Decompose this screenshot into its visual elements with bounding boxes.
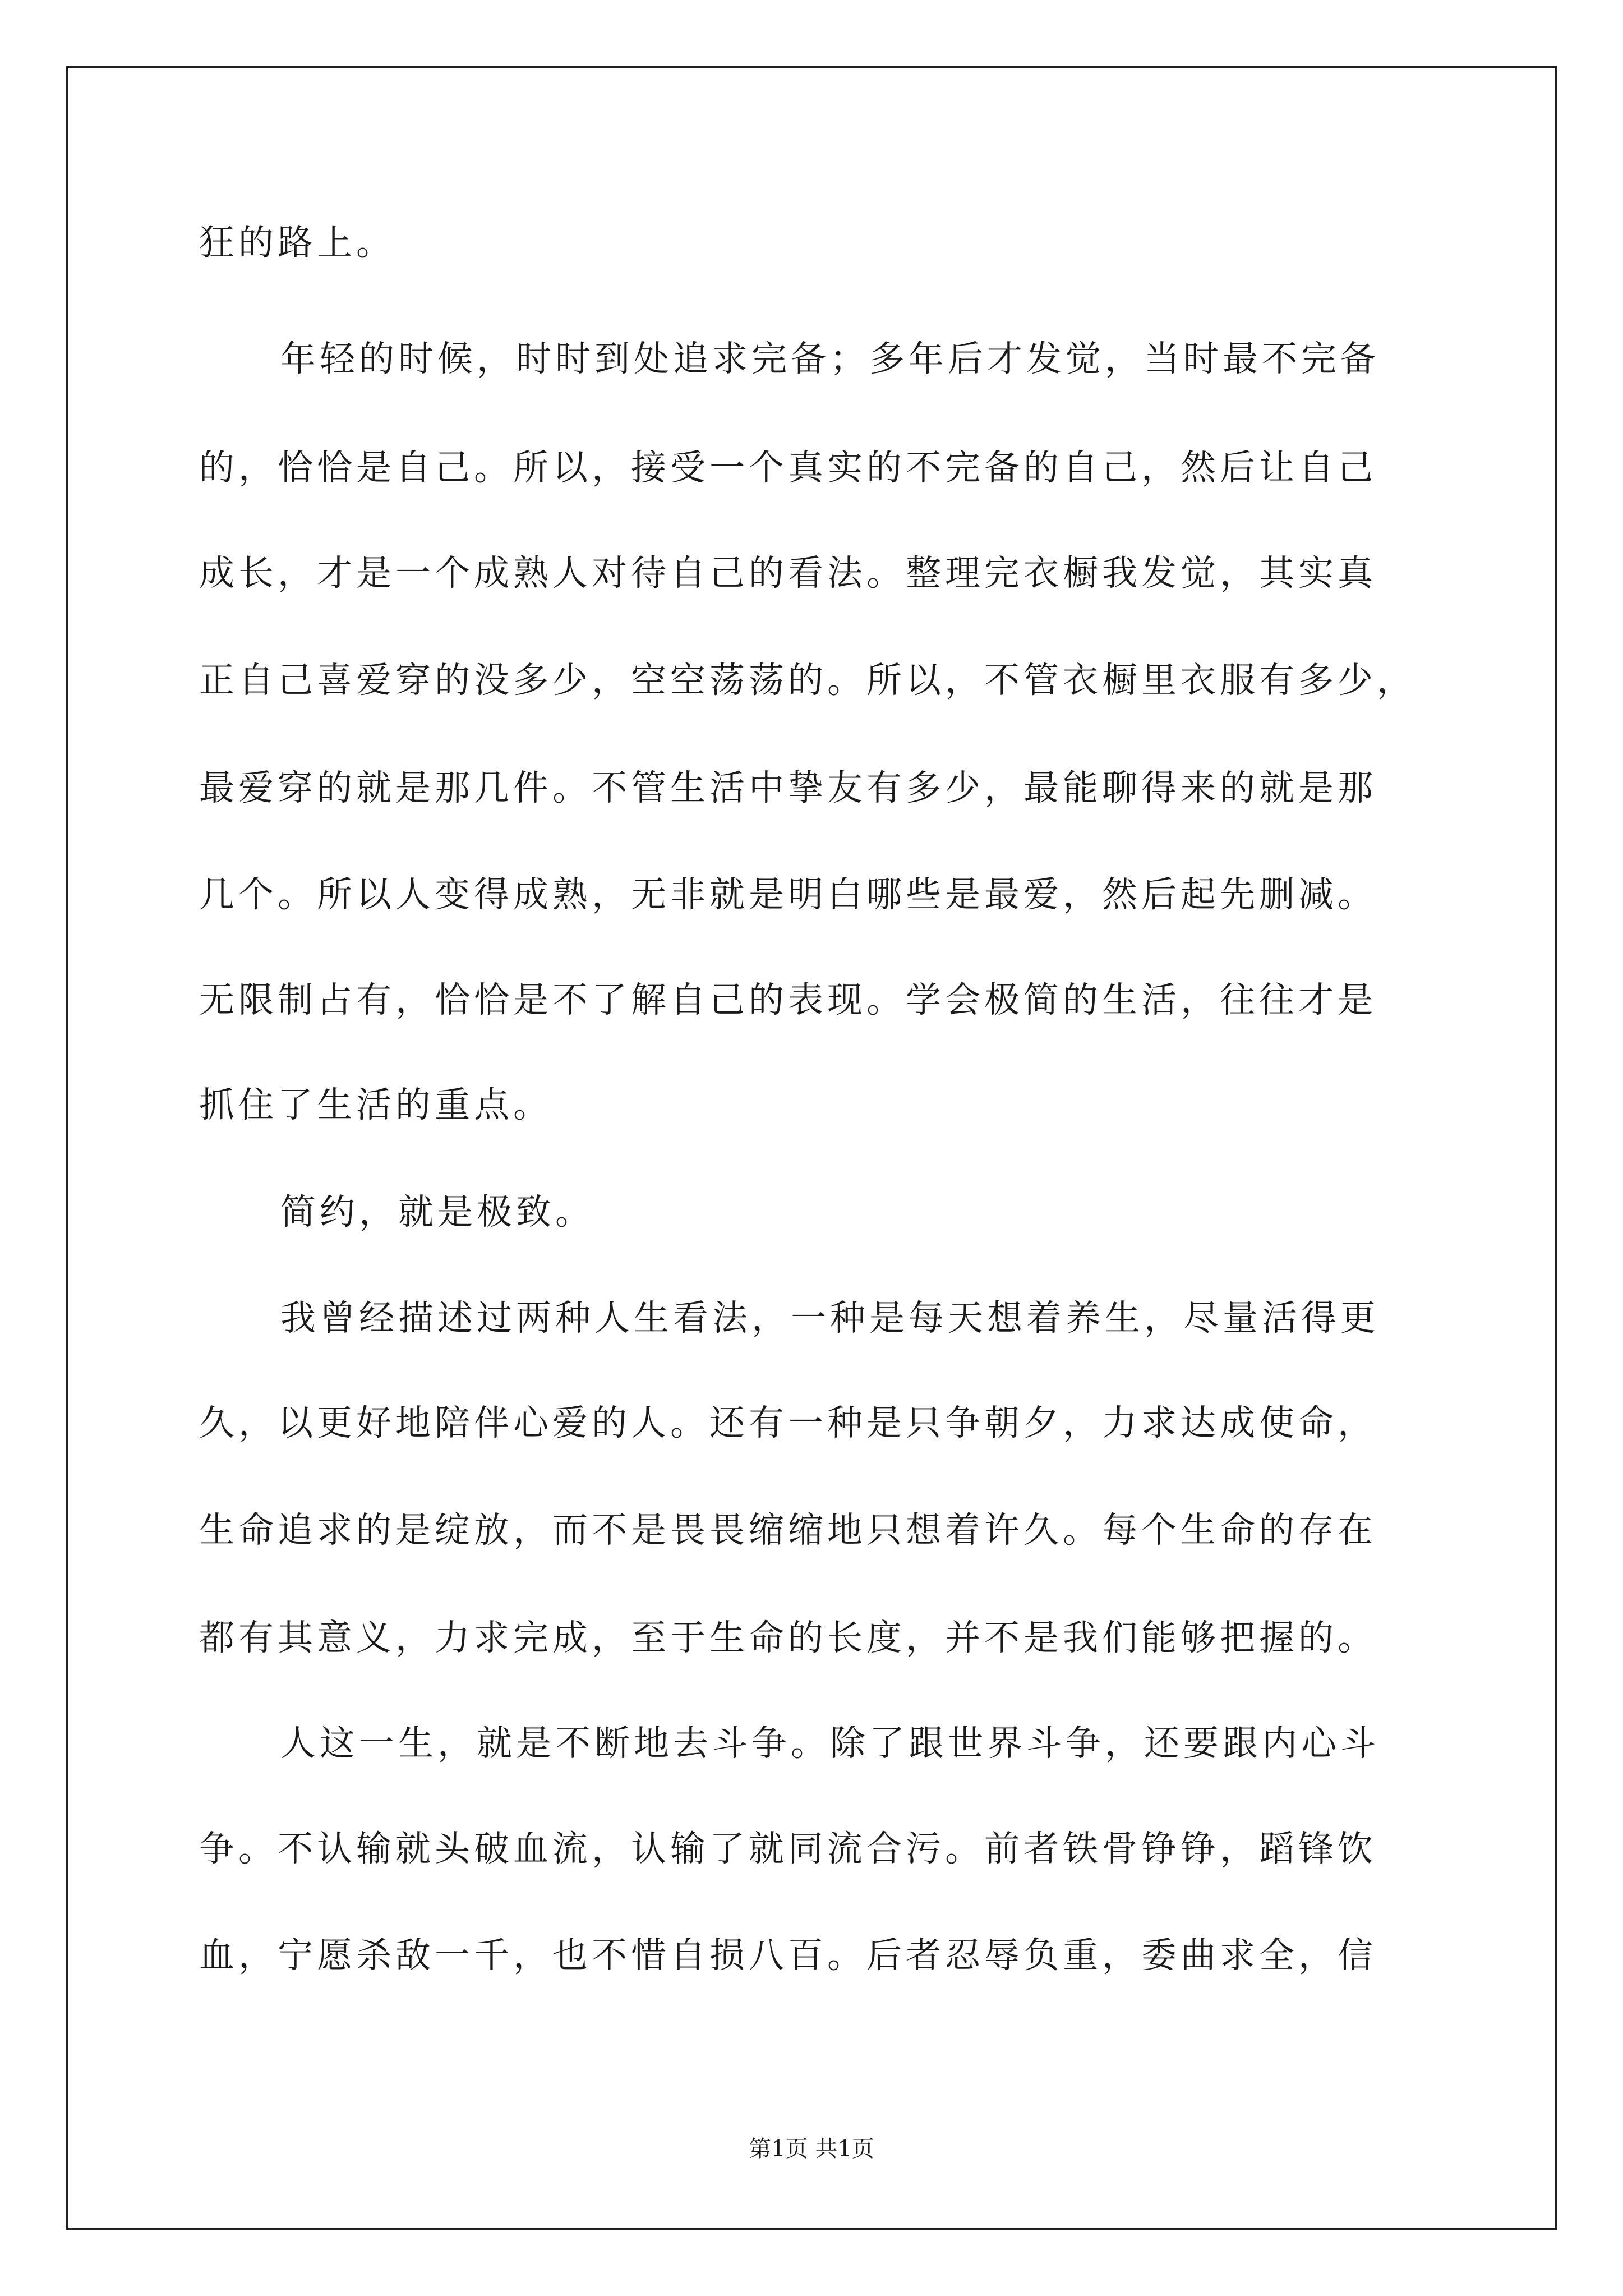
text-line: 成长，才是一个成熟人对待自己的看法。整理完衣橱我发觉，其实真 bbox=[199, 553, 1377, 593]
text-line: 无限制占有，恰恰是不了解自己的表现。学会极简的生活，往往才是 bbox=[199, 979, 1377, 1020]
text-line: 几个。所以人变得成熟，无非就是明白哪些是最爱，然后起先删减。 bbox=[199, 874, 1377, 915]
text-line: 的，恰恰是自己。所以，接受一个真实的不完备的自己，然后让自己 bbox=[199, 447, 1377, 488]
text-line: 人这一生，就是不断地去斗争。除了跟世界斗争，还要跟内心斗 bbox=[280, 1723, 1380, 1764]
text-line: 争。不认输就头破血流，认输了就同流合污。前者铁骨铮铮，蹈锋饮 bbox=[199, 1828, 1377, 1869]
text-line: 久，以更好地陪伴心爱的人。还有一种是只争朝夕，力求达成使命， bbox=[199, 1402, 1377, 1443]
page-number-footer: 第1页 共1页 bbox=[749, 2136, 874, 2162]
page-border bbox=[66, 66, 1557, 2230]
text-line: 血，宁愿杀敌一千，也不惜自损八百。后者忍辱负重，委曲求全，信 bbox=[199, 1935, 1377, 1976]
text-line: 狂的路上。 bbox=[199, 222, 395, 263]
text-line: 年轻的时候，时时到处追求完备；多年后才发觉，当时最不完备 bbox=[280, 338, 1380, 379]
text-line: 最爱穿的就是那几件。不管生活中挚友有多少，最能聊得来的就是那 bbox=[199, 767, 1377, 808]
text-line: 生命追求的是绽放，而不是畏畏缩缩地只想着许久。每个生命的存在 bbox=[199, 1510, 1377, 1550]
text-line: 都有其意义，力求完成，至于生命的长度，并不是我们能够把握的。 bbox=[199, 1617, 1377, 1658]
text-line: 正自己喜爱穿的没多少，空空荡荡的。所以，不管衣橱里衣服有多少， bbox=[199, 660, 1416, 701]
text-line: 抓住了生活的重点。 bbox=[199, 1084, 552, 1125]
text-line: 简约，就是极致。 bbox=[280, 1191, 594, 1232]
text-line: 我曾经描述过两种人生看法，一种是每天想着养生，尽量活得更 bbox=[280, 1297, 1380, 1338]
